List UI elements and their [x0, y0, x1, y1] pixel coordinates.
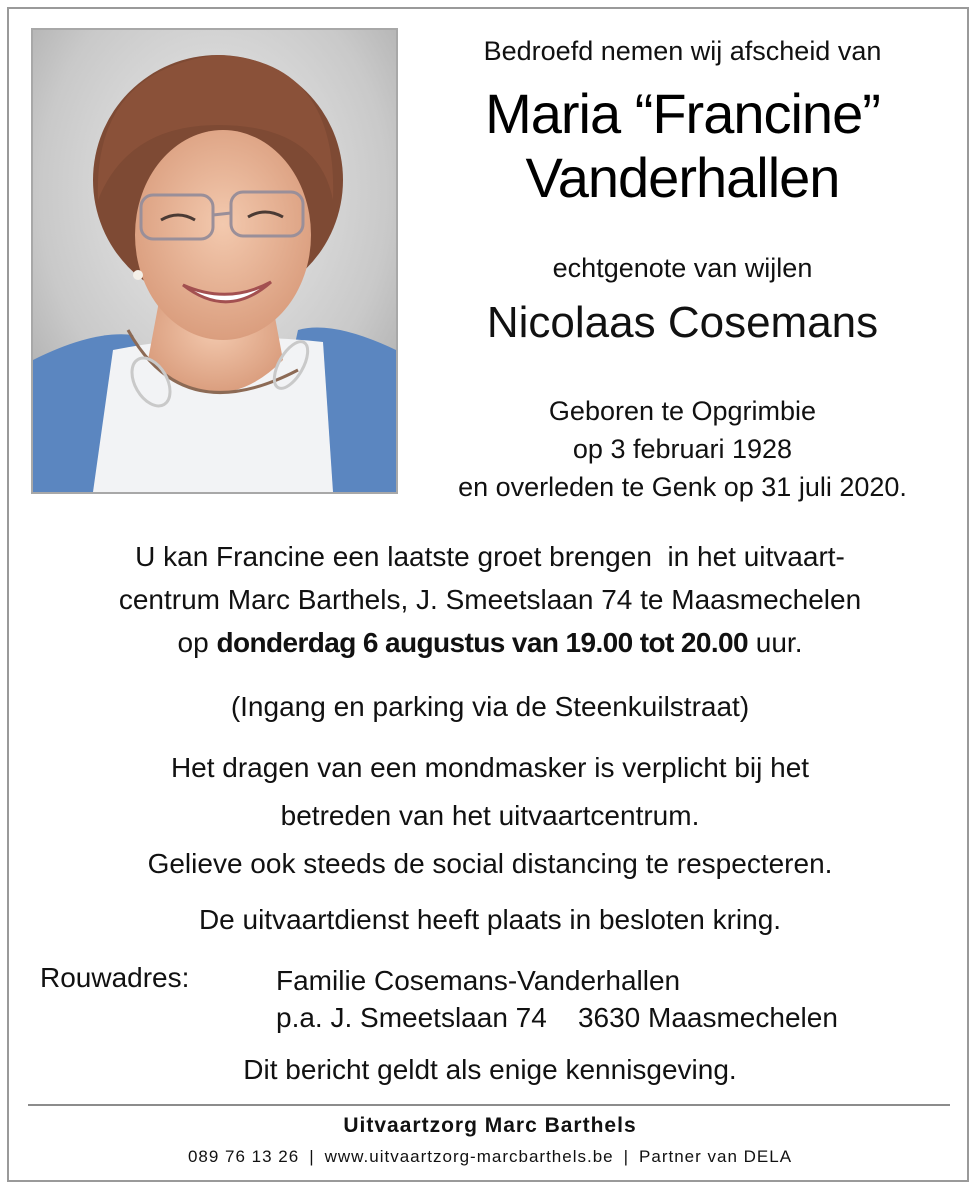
portrait-illustration [33, 30, 396, 492]
covid-notice [20, 744, 960, 888]
death-info: en overleden te Genk op 31 juli 2020. [458, 472, 907, 502]
visitation-info [20, 535, 960, 664]
covid-line2: betreden van het uitvaartcentrum. [280, 800, 700, 831]
address-label: Rouwadres: [40, 962, 190, 993]
footer-separator: | [623, 1147, 630, 1166]
visitation-line1: U kan Francine een laatste groet brengen in het uitvaart- [135, 541, 845, 572]
entrance-note: (Ingang en parking via de Steenkuilstraat) [230, 691, 750, 722]
intro-text: Bedroefd nemen wij afscheid van [483, 36, 882, 66]
footer-website: www.uitvaartzorg-marcbarthels.be [324, 1147, 614, 1166]
birth-place: Geboren te Opgrimbie [548, 396, 817, 426]
funeral-home-name: Uitvaartzorg Marc Barthels [343, 1114, 637, 1137]
footer-contact [0, 1147, 980, 1167]
visitation-line2: centrum Marc Barthels, J. Smeetslaan 74 te Maasmechelen [118, 584, 862, 615]
footer-partner: Partner van DELA [639, 1147, 793, 1166]
address-block [276, 962, 838, 1036]
spouse-label: echtgenote van wijlen [552, 253, 813, 283]
covid-line1: Het dragen van een mondmasker is verplicht bij het [170, 752, 810, 783]
visitation-line3 [20, 621, 960, 664]
visitation-datetime: donderdag 6 augustus van 19.00 tot 20.00 [216, 627, 748, 658]
footer-divider [28, 1104, 950, 1106]
portrait-photo [31, 28, 398, 494]
footer-phone: 089 76 13 26 [187, 1147, 300, 1166]
service-note: De uitvaartdienst heeft plaats in besloten kring. [198, 904, 782, 935]
spouse-name: Nicolaas Cosemans [486, 298, 879, 347]
deceased-name-line1: Maria “Francine” [485, 82, 880, 145]
footer-separator: | [309, 1147, 315, 1166]
visitation-prefix: op [177, 627, 217, 658]
visitation-suffix: uur. [747, 627, 803, 658]
closing-note: Dit bericht geldt als enige kennisgeving. [243, 1054, 737, 1085]
birth-death-info [415, 392, 950, 506]
address-line2: p.a. J. Smeetslaan 74 3630 Maasmechelen [276, 1002, 838, 1033]
covid-line3: Gelieve ook steeds de social distancing te respecteren. [147, 848, 833, 879]
birth-date: op 3 februari 1928 [572, 434, 793, 464]
deceased-name [415, 82, 950, 210]
address-line1: Familie Cosemans-Vanderhallen [276, 965, 681, 996]
deceased-name-line2: Vanderhallen [525, 146, 840, 209]
